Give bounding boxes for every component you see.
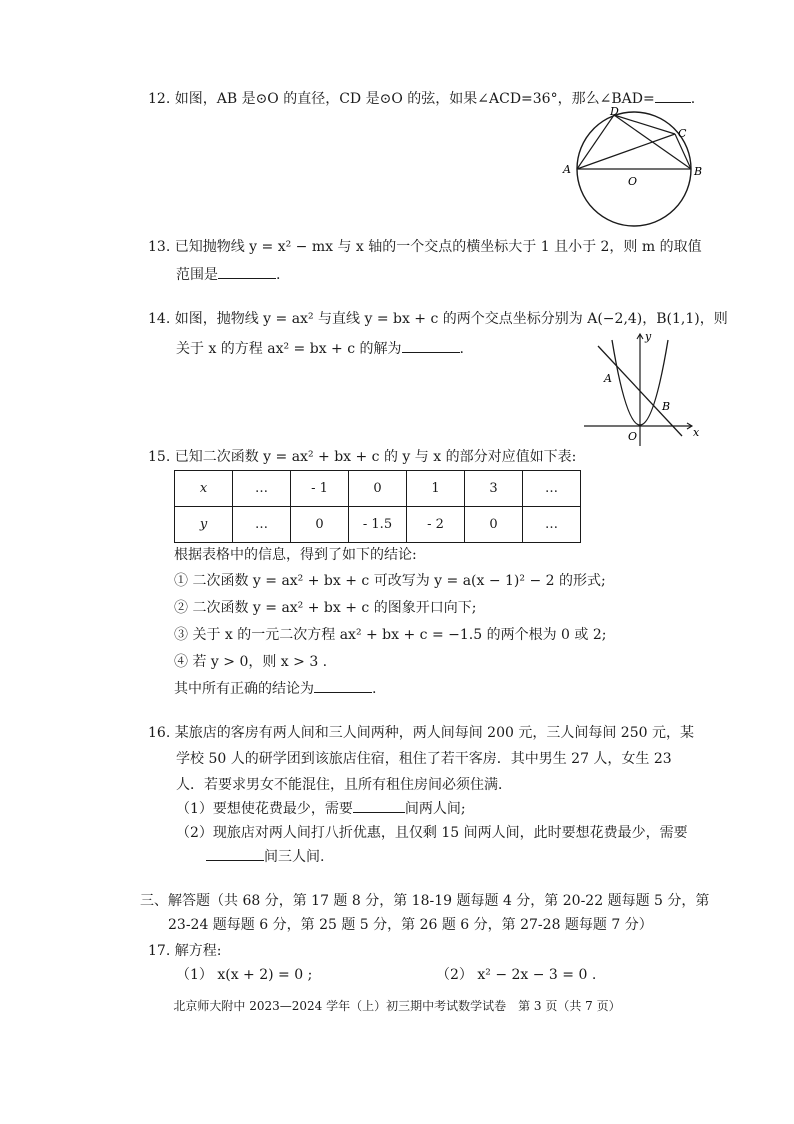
q15-lead: 根据表格中的信息，得到了如下的结论: — [174, 547, 417, 563]
q15-ask — [174, 680, 376, 698]
q15-intro — [148, 448, 576, 466]
q12-answer-blank — [655, 90, 691, 103]
q12-stem: 如图，AB 是⊙O 的直径，CD 是⊙O 的弦，如果∠ACD=36°，那么∠BAD= — [174, 91, 655, 107]
q14-stem-2: 关于 x 的方程 ax² = bx + c 的解为 — [176, 341, 402, 357]
q14-line2 — [176, 340, 464, 358]
table-cell: x — [175, 471, 233, 507]
label-d: D — [610, 106, 619, 118]
table-cell: … — [233, 471, 291, 507]
origin-label: O — [628, 430, 638, 443]
q13-stem-2: 范围是 — [176, 267, 218, 283]
label-b: B — [694, 165, 703, 178]
q16-sub1-post: 间两人间; — [404, 801, 466, 817]
q15-conclusion-3: ③ 关于 x 的一元二次方程 ax² + bx + c = −1.5 的两个根为 0 或 2; — [174, 627, 607, 643]
table-cell: 0 — [291, 507, 349, 543]
q13-stem: 已知抛物线 y = x² − mx 与 x 轴的一个交点的横坐标大于 1 且小于 2，则 m 的取值 — [174, 239, 702, 255]
table-cell: - 2 — [407, 507, 465, 543]
chord-dc — [614, 115, 675, 134]
table-cell: 3 — [465, 471, 523, 507]
point-a-label: A — [604, 372, 612, 385]
q14-line1 — [148, 310, 728, 328]
label-o: O — [628, 175, 638, 188]
q17-number: 17. — [148, 943, 171, 959]
q15-conclusion-4: ④ 若 y > 0，则 x > 3 . — [174, 654, 328, 670]
q12-end: . — [690, 91, 696, 107]
section3-heading: 三、解答题（共 68 分，第 17 题 8 分，第 18-19 题每题 4 分，第 20-22 题每题 5 分，第 — [140, 893, 710, 909]
q14-answer-blank — [402, 340, 460, 353]
q14-parabola-figure — [578, 330, 708, 450]
q16-sub2-line2 — [206, 848, 324, 866]
y-axis-label: y — [645, 330, 652, 343]
q16-sub1-blank — [353, 800, 405, 813]
q15-conclusion-1: ① 二次函数 y = ax² + bx + c 可改写为 y = a(x − 1)² − 2 的形式; — [174, 573, 606, 589]
q13-end: . — [276, 267, 281, 283]
section3-heading-2: 23-24 题每题 6 分，第 25 题 5 分，第 26 题 6 分，第 27-28 题每题 7 分） — [168, 917, 653, 933]
q15-value-table — [174, 470, 581, 543]
chord-ac — [577, 134, 675, 169]
table-cell: - 1 — [291, 471, 349, 507]
q13-line2 — [176, 266, 280, 284]
q16-sub1-text: （1）要想使花费最少，需要 — [176, 801, 353, 817]
q15-ask-text: 其中所有正确的结论为 — [174, 681, 314, 697]
table-cell: … — [523, 507, 581, 543]
table-cell: … — [523, 471, 581, 507]
q15-end: . — [372, 681, 377, 697]
q12-number: 12. — [148, 91, 171, 107]
x-axis-label: x — [693, 426, 700, 439]
q13-answer-blank — [218, 266, 276, 279]
q15-conclusion-2: ② 二次函数 y = ax² + bx + c 的图象开口向下; — [174, 600, 477, 616]
q17-part2: （2） x² − 2x − 3 = 0 . — [436, 967, 597, 983]
label-a: A — [563, 163, 571, 176]
q15-answer-blank — [314, 680, 372, 693]
q16-number: 16. — [148, 725, 171, 741]
q16-sub1 — [176, 800, 466, 818]
q16-sub2-post: 间三人间. — [264, 849, 325, 865]
q13-line1 — [148, 238, 702, 256]
table-cell: … — [233, 507, 291, 543]
chord-ad — [577, 115, 614, 169]
table-row-y — [175, 507, 581, 543]
q16-line1 — [148, 724, 694, 742]
table-row-x — [175, 471, 581, 507]
q15-stem: 已知二次函数 y = ax² + bx + c 的 y 与 x 的部分对应值如下表: — [174, 449, 577, 465]
q12-circle-figure — [560, 106, 710, 228]
table-cell: 0 — [465, 507, 523, 543]
q16-sub2-blank — [206, 848, 264, 861]
q16-line3: 人．若要求男女不能混住，且所有租住房间必须住满． — [176, 777, 512, 793]
table-cell: y — [175, 507, 233, 543]
chord-db — [614, 115, 691, 169]
point-b-label: B — [662, 400, 671, 413]
q14-end: . — [459, 341, 464, 357]
q13-number: 13. — [148, 239, 171, 255]
table-cell: 1 — [407, 471, 465, 507]
q16-stem-1: 某旅店的客房有两人间和三人间两种，两人间每间 200 元，三人间每间 250 元，某 — [174, 725, 694, 741]
table-cell: 0 — [349, 471, 407, 507]
q16-sub2-line1: （2）现旅店对两人间打八折优惠，且仅剩 15 间两人间，此时要想花费最少，需要 — [176, 825, 688, 841]
q17-stem: 解方程: — [174, 943, 222, 959]
q14-stem: 如图，抛物线 y = ax² 与直线 y = bx + c 的两个交点坐标分别为 A(−2,4)，B(1,1)，则 — [174, 311, 728, 327]
q14-number: 14. — [148, 311, 171, 327]
q15-number: 15. — [148, 449, 171, 465]
table-cell: - 1.5 — [349, 507, 407, 543]
q17-part1: （1） x(x + 2) = 0 ; — [176, 967, 313, 983]
q17-title — [148, 942, 221, 960]
label-c: C — [678, 127, 687, 140]
page-footer: 北京师大附中 2023—2024 学年（上）初三期中考试数学试卷 第 3 页（共 7 页） — [173, 999, 621, 1013]
q16-line2: 学校 50 人的研学团到该旅店住宿，租住了若干客房．其中男生 27 人，女生 23 — [176, 751, 672, 767]
